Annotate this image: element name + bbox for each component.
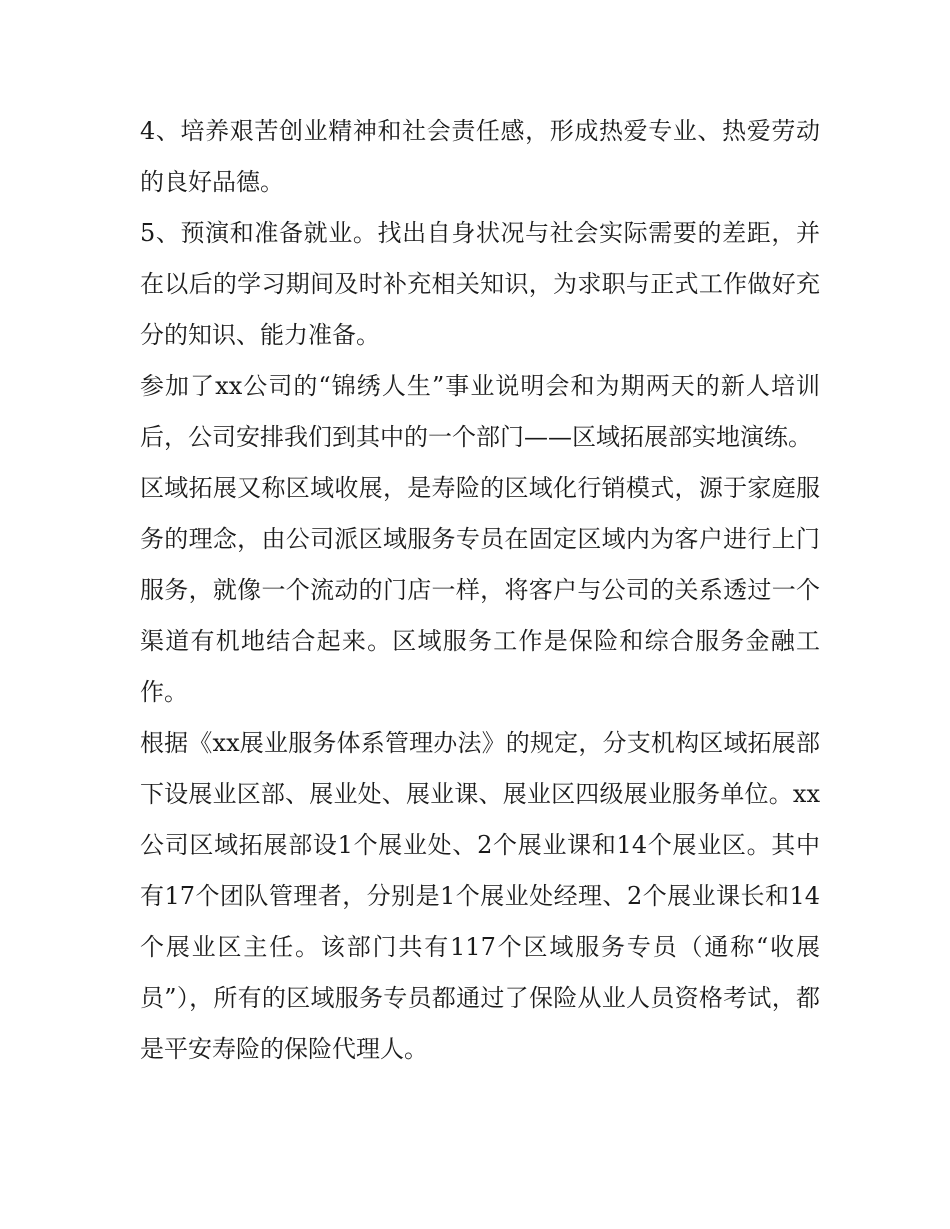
- paragraph-organization: 根据《xx展业服务体系管理办法》的规定，分支机构区域拓展部下设展业区部、展业处、展业课、展业区四级展业服务单位。xx公司区域拓展部设1个展业处、2个展业课和14个展业区。其中有17个团队管理者，分别是1个展业处经理、2个展业课长和14个展业区主任。该部门共有117个区域服务专员（通称“收展员”），所有的区域服务专员都通过了保险从业人员资格考试，都是平安寿险的保险代理人。: [140, 729, 820, 1063]
- paragraph-goal-4: 4、培养艰苦创业精神和社会责任感，形成热爱专业、热爱劳动的良好品德。: [140, 117, 820, 196]
- paragraph-training: 参加了xx公司的“锦绣人生”事业说明会和为期两天的新人培训后，公司安排我们到其中的一个部门——区域拓展部实地演练。: [140, 372, 820, 451]
- paragraph-goal-5: 5、预演和准备就业。找出自身状况与社会实际需要的差距，并在以后的学习期间及时补充相关知识，为求职与正式工作做好充分的知识、能力准备。: [140, 219, 820, 349]
- document-body: [140, 106, 820, 1075]
- paragraph-regional-expansion: 区域拓展又称区域收展，是寿险的区域化行销模式，源于家庭服务的理念，由公司派区域服务专员在固定区域内为客户进行上门服务，就像一个流动的门店一样，将客户与公司的关系透过一个渠道有机地结合起来。区域服务工作是保险和综合服务金融工作。: [140, 474, 820, 706]
